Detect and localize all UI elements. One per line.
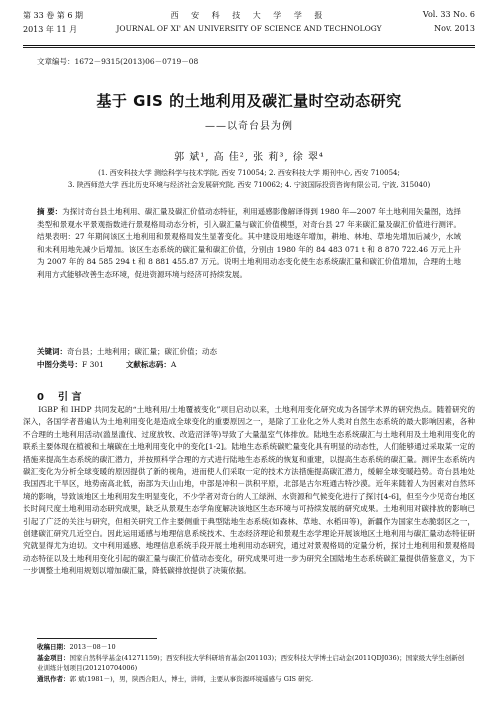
paper-subtitle: ——以奇台县为例 bbox=[205, 121, 293, 132]
header-divider-thin bbox=[23, 47, 475, 48]
clc-value: F 301 bbox=[82, 360, 104, 369]
intro-paragraph: IGBP 和 IHDP 共同发起的“土地利用/土地覆被变化”项目启动以来，土地利用变化研究成为各国学术界的研究热点。随着研究的深入，各国学者普遍认为土地利用变化是造成全球变化的重要原因之一，是除了工业化之外人类对自然生态系统的最大影响因素，各种不合理的土地利用活动(滥垦滥伐、过度放牧、改造沼泽等)导致了大量温室气体排放。陆地生态系统碳汇与土地利用及土地利用变化的联系主要体现在植被和土壤碳在土地利用变化中的变化[1-2]。陆地生态系统碳贮量变化具有明显的动态性，人们能够通过采取某一定的措施来提高生态系统的碳汇潜力，并按照科学合理的方式进行陆地生态系统的恢复和重建，以提高生态系统的碳汇量。测评生态系统内碳汇变化为分析全球变暖的原因提供了新的视角，进而使人们采取一定的技术方法措施提高碳汇潜力，缓解全球变暖趋势。奇台县地处我国西北干旱区，地势南高北低，南部为天山山地，中部是冲积－洪积平原，北部是古尔班通古特沙漠。近年来随着人为因素对自然环境的影响，导致该地区土地利用发生明显变化，不少学者对奇台的人工绿洲、水资源和气候变化进行了探讨[4-6]，但至今少见奇台地区长时间尺度土地利用动态研究成果，缺乏从景观生态学角度解决该地区生态环境与可持续发展的研究成果。土地利用对碳排放的影响已引起了广泛的关注与研究，但相关研究工作主要侧重于典型陆地生态系统(如森林、草地、水稻田等)，新疆作为国家生态脆弱区之一，创建碳汇研究几近空白。因此运用遥感与地理信息系统技术、生态经济理论和景观生态学理论开展该地区土地利用与碳汇量动态特征研究就显得尤为迫切。文中利用遥感、地理信息系统手段开展土地利用动态研究，通过对景观格局的定量分析，探讨土地利用和景观格局动态特征以及土地利用变化引起的碳汇量与碳汇价值动态变化，研究成果可进一步为研究全国陆地生态系统碳汇量提供借鉴意义，为下一步调整土地利用规划以增加碳汇量，降低碳排放提供了决策依据。 bbox=[23, 405, 475, 576]
fund-value: 国家自然科学基金(41271159)；西安科技大学科研培育基金(201103)；西安科技大学博士启动金(2011QDJ036)；国家级大学生创新创业训练计划项目(201210704006) bbox=[37, 653, 465, 672]
clc-label: 中图分类号： bbox=[37, 360, 82, 369]
publication-date-cn: 2013 年 11 月 bbox=[23, 25, 78, 34]
volume-issue: 第 33 卷 第 6 期 bbox=[23, 11, 83, 20]
affiliation-line: (1. 西安科技大学 测绘科学与技术学院, 西安 710054; 2. 西安科技大学 期刊中心, 西安 710054; bbox=[98, 169, 400, 177]
abstract bbox=[37, 206, 461, 282]
corresponding-author bbox=[37, 674, 468, 685]
header-divider bbox=[23, 45, 475, 46]
affiliation-line: 3. 陕西师范大学 西北历史环境与经济社会发展研究院, 西安 710062; 4. 宁波国际投资咨询有限公司, 宁波, 315040) bbox=[67, 181, 431, 189]
running-header bbox=[23, 10, 475, 44]
section-heading bbox=[37, 388, 81, 403]
abstract-label: 摘 要： bbox=[37, 207, 63, 216]
journal-name-cn: 西 安 科 技 大 学 学 报 bbox=[170, 11, 328, 20]
section-number: 0 bbox=[37, 392, 44, 403]
received-label: 收稿日期： bbox=[37, 643, 70, 651]
keywords-text: 奇台县；土地利用；碳汇量；碳汇价值；动态 bbox=[67, 347, 217, 356]
footnotes bbox=[37, 642, 468, 684]
keywords-label: 关键词： bbox=[37, 347, 67, 356]
footnote-divider bbox=[37, 638, 157, 639]
journal-name-en: JOURNAL OF XI' AN UNIVERSITY OF SCIENCE AND TECHNOLOGY bbox=[116, 24, 382, 33]
publication-date-en: Nov. 2013 bbox=[434, 24, 475, 33]
received-date bbox=[37, 642, 468, 653]
intro-body bbox=[23, 404, 475, 578]
received-value: 2013－08－10 bbox=[69, 643, 116, 651]
fund-label: 基金项目： bbox=[37, 653, 70, 662]
doc-code-value: A bbox=[170, 360, 177, 369]
author-list: 郭 斌¹, 高 佳², 张 莉³, 徐 翠⁴ bbox=[174, 152, 324, 163]
author-value: 郭 斌(1981－)，男，陕西合阳人，博士，讲师，主要从事资源环境遥感与 GIS 研究. bbox=[69, 674, 314, 683]
keywords bbox=[37, 346, 461, 357]
author-label: 通讯作者： bbox=[37, 674, 70, 683]
paper-title: 基于 GIS 的土地利用及碳汇量时空动态研究 bbox=[96, 92, 402, 110]
abstract-text: 为探讨奇台县土地利用、碳汇量及碳汇价值动态特征，利用遥感影像解译得到 1980 年—2007 年土地利用矢量图，选择类型和景观水平景观指数进行景观格局动态分析，引入碳汇量与碳汇价值模型，对奇台县 27 年来碳汇量及碳汇价值进行测评。结果表明：27 年期间该区土地利用和景观格局发生显著变化。其中建设用地逐年增加，耕地、林地、草地先增加后减少，水域和未利用地先减少后增加。该区生态系统的碳汇量和碳汇价值，分别由 1980 年的 84 483 071 t 和 8 870 722.46 万元上升为 2007 年的 84 585 294 t 和 8 881 455.87 万元。说明土地利用动态变化使生态系统碳汇量和碳汇价值增加，合理的土地利用方式能够改善生态环境，促进资源环境与经济可持续发展。 bbox=[37, 207, 461, 279]
classification bbox=[37, 359, 461, 370]
volume-issue-en: Vol. 33 No. 6 bbox=[422, 10, 475, 19]
doc-code-label: 文献标志码： bbox=[125, 360, 171, 369]
fund-info bbox=[37, 653, 468, 674]
affiliations bbox=[30, 167, 468, 191]
section-title: 引 言 bbox=[57, 392, 82, 403]
article-number: 文章编号：1672－9315(2013)06－0719－08 bbox=[37, 57, 199, 66]
